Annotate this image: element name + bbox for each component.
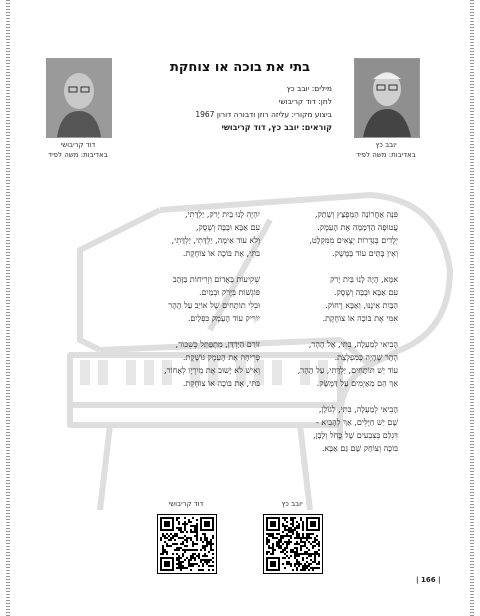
lyric-line: שְׁקִיעוֹת בַּאֲדוֹם וְזְרִיחוֹת בַּזָּהָב	[172, 275, 260, 284]
lyric-line: פְּרִיחָה אֶת הָעֵמֶק גּוֹשֶׁקֶת.	[182, 353, 260, 362]
qr-code-right[interactable]	[263, 514, 323, 574]
lyric-line: בִּתִּי, אֶת בּוֹכָה אוֹ צוֹחֶקֶת.	[182, 249, 260, 258]
lyric-line: אִמִּי אֶת בּוֹכָה אוֹ צוֹחֶקֶת.	[322, 314, 398, 323]
stanza	[110, 273, 260, 325]
photo-caption-left	[28, 140, 128, 160]
lyric-line: הַבַּיִת אֵינֶנּוּ, וְאַבָּא רָחוֹק.	[325, 301, 398, 310]
lyric-line: עֲטוּפָה הַדְּמָמָה אֶת הָעֵמֶק.	[317, 223, 398, 232]
stanza	[248, 403, 398, 455]
qr-code-left[interactable]	[157, 514, 217, 574]
lyric-line: בִּתִּי, אֶת בּוֹכָה אוֹ צוֹחֶקֶת.	[182, 379, 260, 388]
photo-caption-left-credit: באדיבות: משה לפיד	[48, 151, 108, 159]
lyric-line: פּוֹגְשׁוֹת בְּיָרֹק וּבְמַיִם.	[199, 288, 260, 297]
lyric-line: אַךְ הֵם מֵאַיְמִים עַל דַּמֶּשֶׂק.	[316, 379, 398, 388]
stanza	[248, 338, 398, 390]
lyric-line: בּוֹכָה וְצוֹחֵק שָׁם גַּם אַבָּא.	[321, 444, 398, 453]
qr-label-left: דוד קריבושי	[168, 500, 204, 508]
lyrics-column-left	[110, 208, 260, 403]
lyric-line: וּבְלִי תוֹתָחִים שֶׁל אוֹיֵב עַל הָהָר	[168, 301, 260, 310]
credit-music: לחן: דוד קריבושי	[278, 97, 332, 106]
lyric-line: יְלָדִים בְּגַדְרוֹת יְצָאִים מִמִּקְלָט,	[309, 236, 398, 245]
photo-caption-right-credit: באדיבות: משה לפיד	[356, 151, 416, 159]
page-edge-left	[6, 0, 10, 616]
lyric-line: פִּנָּה אַחֲרוֹנָה הַמְּפֻצָּץ וְשָׁתַק,	[314, 210, 398, 219]
lyric-line: הָהָר שֶׁהָיָה כְּמִפְלֶצֶת.	[334, 353, 398, 362]
photo-yovav-katz	[354, 58, 420, 138]
page-edge-right	[470, 0, 474, 616]
lyric-line: אִמָּא, הָיָה לָנוּ בַּיִת יָרֹק	[330, 275, 398, 284]
photo-david-krivoshey	[46, 58, 112, 138]
lyric-line: זוֹרֵם הַיַּרְדֵּן, מִתְפַּתֵּל כְּשִׁכּוֹר,	[175, 340, 260, 349]
lyric-line: יִהְיֶה לָנוּ בַּיִת יָרֹק, יַלְדָּתִי,	[185, 210, 260, 219]
credit-readers: קוראים: יובב כץ, דוד קריבושי	[221, 123, 332, 132]
stanza	[248, 208, 398, 260]
qr-label-right: יובב כץ	[281, 500, 303, 508]
photo-caption-right-name: יובב כץ	[375, 141, 397, 149]
credit-performance: ביצוע מקורי: עליזה רוזן ודבורה דורון 1967	[195, 110, 332, 119]
page-number: | 166 |	[416, 576, 441, 584]
lyric-line: וְלֹא עוֹד אֵימָה, יַלְדָּתִי, יַלְדָּתִי,	[171, 236, 260, 245]
lyric-line: עוֹד יֵשׁ תּוֹתָחִים, יַלְדָּתִי, עַל הָהָר,	[297, 366, 398, 375]
lyric-line: הָבִיאִי לְמַעְלָה, בִּתִּי, אֶל הָהָר,	[308, 340, 398, 349]
lyric-line: הָבִיאִי לְמַעְלָה, בִּתִּי, לְגוֹלָן,	[318, 405, 398, 414]
lyrics-column-right	[248, 208, 398, 468]
stanza	[110, 338, 260, 390]
photo-caption-left-name: דוד קריבושי	[60, 141, 96, 149]
song-credits	[112, 82, 332, 134]
credit-lyrics: מילים: יובב כץ	[286, 84, 332, 93]
lyric-line: עִם אַבָּא וּבֻבָּה וְשֶׁסֶק,	[195, 223, 260, 232]
stanza	[110, 208, 260, 260]
lyric-line: שָׁם יֵשׁ חַיָּלִים, אַךְ לְהָבִיא -	[316, 418, 398, 427]
stanza	[248, 273, 398, 325]
lyric-line: יוֹרִיק עוֹד הָעֵמֶק כִּפְלַיִם.	[187, 314, 260, 323]
photo-caption-right	[336, 140, 436, 160]
lyric-line: עִם אַבָּא וּבֻבָּה וְשֶׁסֶק.	[333, 288, 398, 297]
lyric-line: וְאִישׁ לֹא יָשׁוּב אֶת מְיִרְיָו לְאָחוֹר,	[164, 366, 260, 375]
lyric-line: דִּגְלֵם בְּצִבְעִים שֶׁל כָּחֹל וְלָבָן,	[313, 431, 398, 440]
song-title: בתי את בוכה או צוחקת	[169, 60, 311, 75]
lyric-line: וְאֵין בָּתֵּים עוֹד בַּמֶּשֶׁק.	[332, 249, 398, 258]
